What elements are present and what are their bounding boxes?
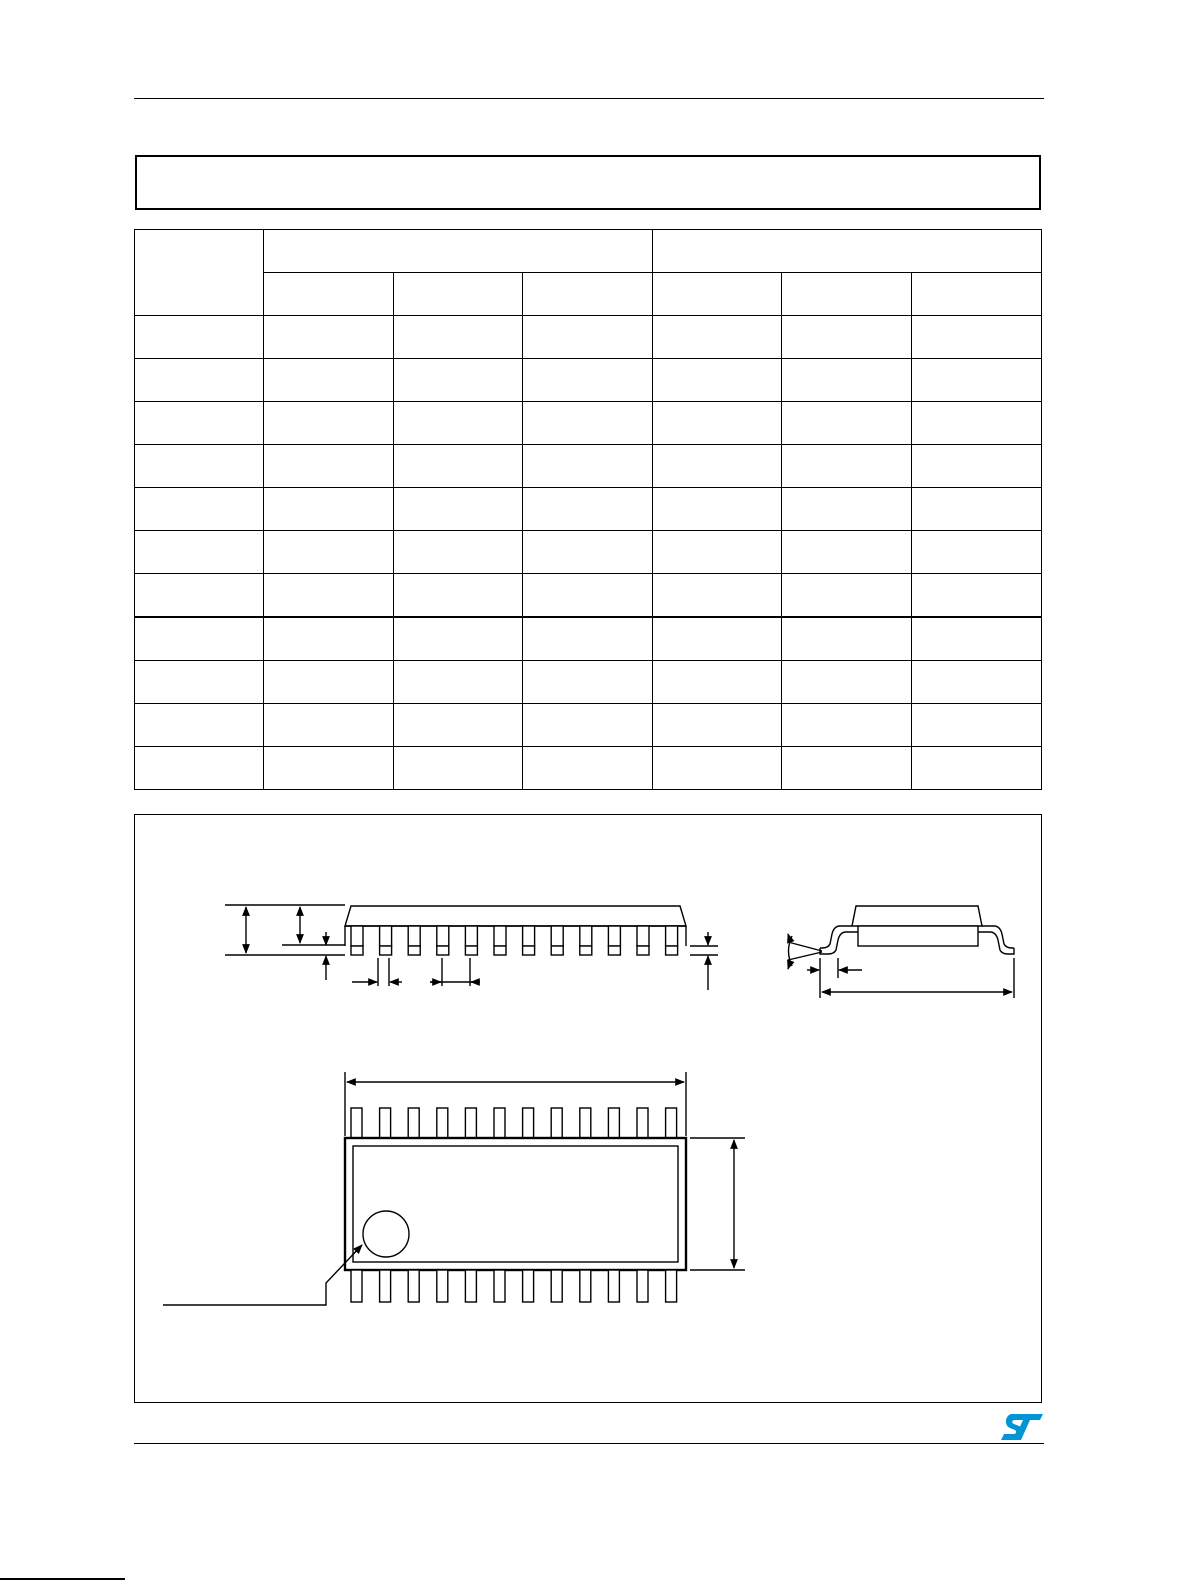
side-lead — [465, 926, 477, 946]
end-view — [788, 906, 1014, 998]
side-lead-foot — [551, 946, 563, 955]
side-lead-foot — [580, 946, 592, 955]
top-lead-upper — [523, 1108, 534, 1138]
side-lead — [551, 926, 563, 946]
top-lead-upper — [408, 1108, 419, 1138]
top-lead-lower — [666, 1270, 677, 1302]
top-lead-upper — [666, 1108, 677, 1138]
top-lead-upper — [608, 1108, 619, 1138]
top-lead-upper — [494, 1108, 505, 1138]
top-lead-lower — [551, 1270, 562, 1302]
top-lead-lower — [580, 1270, 591, 1302]
side-lead-foot — [351, 946, 363, 955]
side-lead-foot — [666, 946, 678, 955]
side-lead — [494, 926, 506, 946]
side-lead — [608, 926, 620, 946]
top-lead-lower — [494, 1270, 505, 1302]
top-lead-upper — [351, 1108, 362, 1138]
top-lead-lower — [351, 1270, 362, 1302]
side-lead-foot — [380, 946, 392, 955]
top-lead-lower — [437, 1270, 448, 1302]
side-lead-foot — [408, 946, 420, 955]
top-lead-upper — [551, 1108, 562, 1138]
side-lead — [666, 926, 678, 946]
side-lead — [408, 926, 420, 946]
side-lead-foot — [437, 946, 449, 955]
side-lead — [580, 926, 592, 946]
top-lead-upper — [580, 1108, 591, 1138]
side-lead — [637, 926, 649, 946]
top-lead-lower — [523, 1270, 534, 1302]
side-lead — [351, 926, 363, 946]
top-lead-lower — [380, 1270, 391, 1302]
top-lead-upper — [465, 1108, 476, 1138]
top-lead-lower — [608, 1270, 619, 1302]
st-logo-icon — [1000, 1412, 1044, 1442]
side-lead — [437, 926, 449, 946]
side-lead — [523, 926, 535, 946]
top-view — [163, 1072, 745, 1305]
side-lead-foot — [637, 946, 649, 955]
top-lead-upper — [637, 1108, 648, 1138]
top-lead-upper — [437, 1108, 448, 1138]
side-lead-foot — [608, 946, 620, 955]
side-lead-foot — [523, 946, 535, 955]
top-lead-lower — [637, 1270, 648, 1302]
footer-rule — [134, 1443, 1044, 1444]
top-lead-lower — [408, 1270, 419, 1302]
side-lead — [380, 926, 392, 946]
top-lead-upper — [380, 1108, 391, 1138]
side-lead-foot — [465, 946, 477, 955]
top-lead-lower — [465, 1270, 476, 1302]
side-lead-foot — [494, 946, 506, 955]
scan-artifact-line — [0, 1578, 125, 1580]
side-view — [225, 905, 718, 990]
